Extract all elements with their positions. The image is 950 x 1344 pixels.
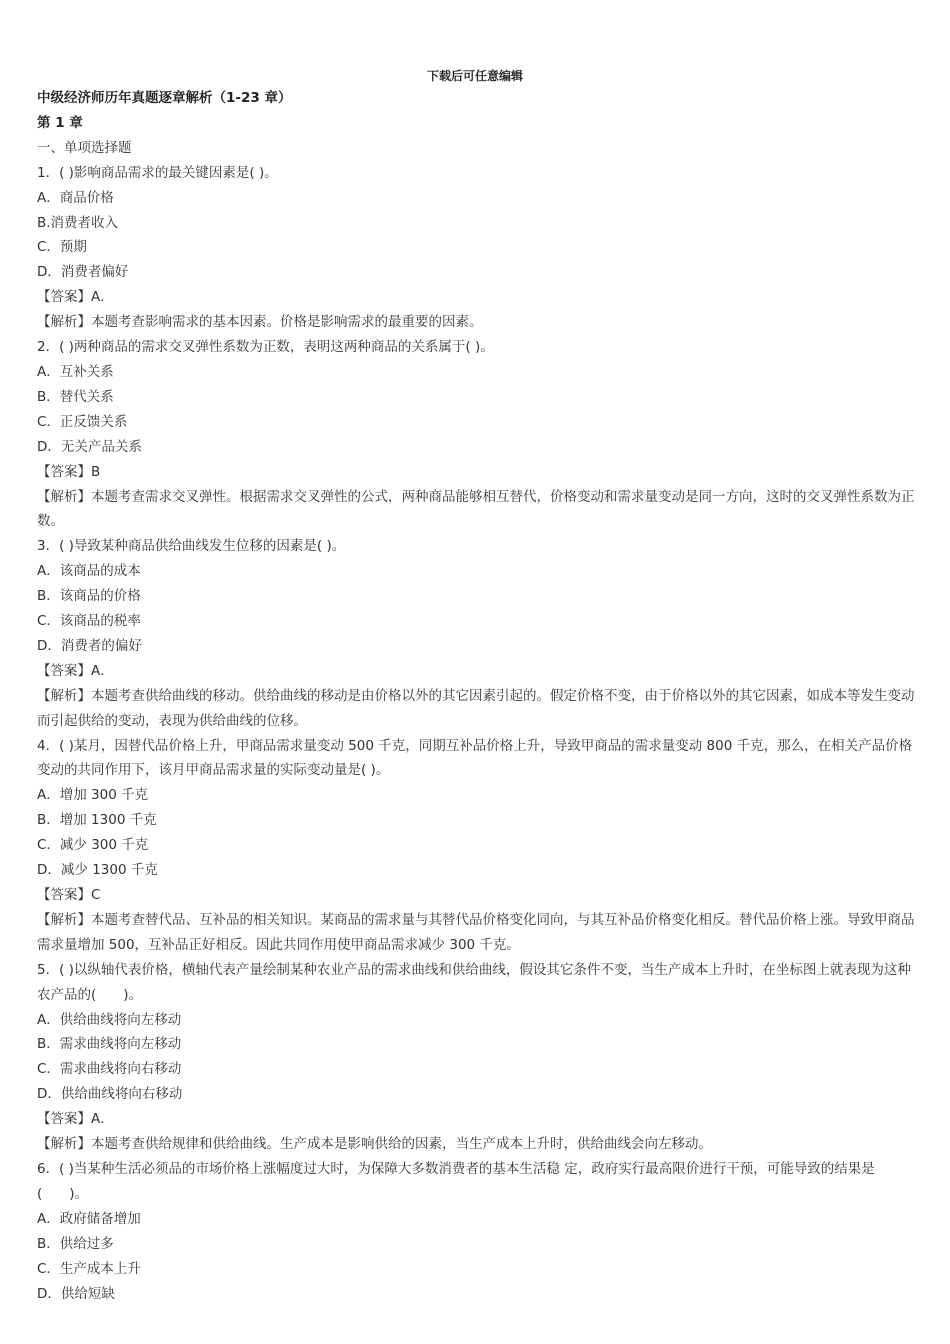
document-line: D．消费者的偏好 bbox=[37, 637, 142, 654]
document-line: 【答案】A． bbox=[37, 289, 114, 306]
document-line: D．消费者偏好 bbox=[37, 264, 129, 281]
document-line: 【解析】本题考查影响需求的基本因素。价格是影响需求的最重要的因素。 bbox=[37, 314, 483, 331]
document-title: 中级经济师历年真题逐章解析（1-23 章） bbox=[37, 90, 292, 106]
document-line: B．替代关系 bbox=[37, 388, 114, 405]
document-line: 4．( )某月，因替代品价格上升，甲商品需求量变动 500 千克，同期互补品价格上升，导致甲商品的需求量变动 800 千克，那么，在相关产品价格变动的共同作用下，该月甲商品需求量的实际变动量是( )。 bbox=[37, 737, 913, 779]
document-line: 【解析】本题考查需求交叉弹性。根据需求交叉弹性的公式，两种商品能够相互替代，价格变动和需求量变动是同一方向，这时的交叉弹性系数为正数。 bbox=[37, 488, 915, 530]
document-line: C．需求曲线将向右移动 bbox=[37, 1061, 182, 1078]
section-heading: 一、单项选择题 bbox=[37, 139, 132, 156]
question-list bbox=[37, 161, 915, 1307]
page-header: 下载后可任意编辑 bbox=[426, 69, 523, 83]
document-line: D．减少 1300 千克 bbox=[37, 862, 158, 879]
document-line: B．需求曲线将向左移动 bbox=[37, 1036, 182, 1053]
document-line: 【解析】本题考查供给曲线的移动。供给曲线的移动是由价格以外的其它因素引起的。假定价格不变，由于价格以外的其它因素，如成本等发生变动而引起供给的变动，表现为供给曲线的位移。 bbox=[37, 687, 915, 729]
document-line: B．增加 1300 千克 bbox=[37, 812, 157, 829]
document-line: 5．( )以纵轴代表价格，横轴代表产量绘制某种农业产品的需求曲线和供给曲线，假设其它条件不变，当生产成本上升时，在坐标图上就表现为这种农产品的( )。 bbox=[37, 961, 911, 1003]
document-line: C．正反馈关系 bbox=[37, 413, 128, 430]
document-line: C．减少 300 千克 bbox=[37, 837, 149, 854]
document-line: A．增加 300 千克 bbox=[37, 787, 149, 804]
document-line: A．互补关系 bbox=[37, 363, 114, 380]
document-line: B．供给过多 bbox=[37, 1235, 114, 1252]
document-line: B.消费者收入 bbox=[37, 214, 119, 231]
document-line: 【答案】A． bbox=[37, 1111, 114, 1128]
document-line: 【解析】本题考查替代品、互补品的相关知识。某商品的需求量与其替代品价格变化同向，与其互补品价格变化相反。替代品价格上涨。导致甲商品需求量增加 500，互补品正好相反。因此共同作用使甲商品需求减少 300 千克。 bbox=[37, 911, 915, 953]
document-line: C．预期 bbox=[37, 239, 87, 256]
document-line: D．无关产品关系 bbox=[37, 438, 142, 455]
document-line: C．该商品的税率 bbox=[37, 613, 141, 630]
document-line: 【答案】B bbox=[37, 463, 101, 480]
document-line: A．供给曲线将向左移动 bbox=[37, 1011, 182, 1028]
document-line: D．供给曲线将向右移动 bbox=[37, 1086, 183, 1103]
document-line: A．该商品的成本 bbox=[37, 563, 141, 580]
document-body bbox=[37, 86, 915, 1306]
document-line: A．政府储备增加 bbox=[37, 1210, 141, 1227]
document-line: D．供给短缺 bbox=[37, 1285, 115, 1302]
document-line: 2．( )两种商品的需求交叉弹性系数为正数，表明这两种商品的关系属于( )。 bbox=[37, 339, 494, 356]
document-line: A．商品价格 bbox=[37, 189, 114, 206]
document-line: 【答案】C bbox=[37, 887, 101, 903]
document-line: 【答案】A． bbox=[37, 662, 114, 679]
chapter-heading: 第 1 章 bbox=[37, 114, 83, 131]
document-line: 3．( )导致某种商品供给曲线发生位移的因素是( )。 bbox=[37, 538, 346, 555]
document-line: 1．( )影响商品需求的最关键因素是( )。 bbox=[37, 164, 278, 181]
document-line: B．该商品的价格 bbox=[37, 588, 141, 605]
document-line: 6．( )当某种生活必须品的市场价格上涨幅度过大时，为保障大多数消费者的基本生活稳 定，政府实行最高限价进行干预，可能导致的结果是( )。 bbox=[37, 1160, 875, 1202]
document-line: 【解析】本题考查供给规律和供给曲线。生产成本是影响供给的因素，当生产成本上升时，供给曲线会向左移动。 bbox=[37, 1136, 712, 1153]
document-line: C．生产成本上升 bbox=[37, 1260, 141, 1277]
